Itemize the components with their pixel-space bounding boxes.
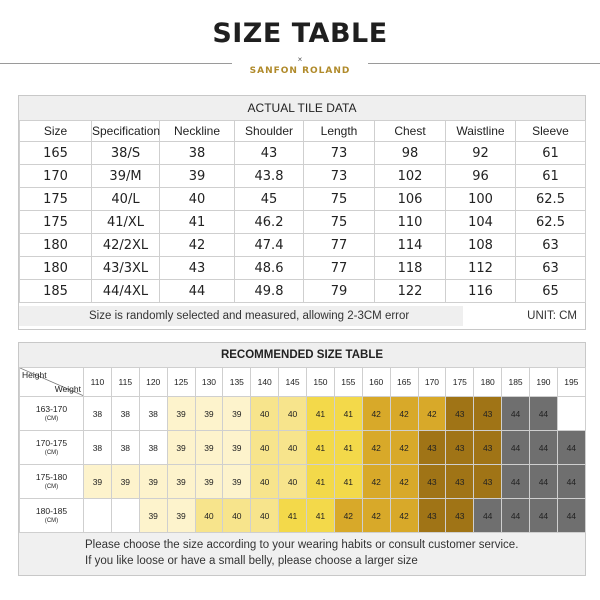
size-cell: 39 <box>195 397 223 431</box>
tile-table-cell: 180 <box>20 257 92 280</box>
tile-table-cell: 112 <box>446 257 516 280</box>
tile-table-cell: 118 <box>375 257 446 280</box>
tile-table-cell: 40/L <box>92 188 160 211</box>
tile-table-cell: 41/XL <box>92 211 160 234</box>
size-cell: 42 <box>362 499 390 533</box>
size-cell: 40 <box>223 499 251 533</box>
size-cell: 44 <box>557 499 585 533</box>
column-header: Length <box>304 121 375 142</box>
tile-table-cell: 79 <box>304 280 375 303</box>
tile-table-cell: 38 <box>160 142 235 165</box>
tile-table-cell: 100 <box>446 188 516 211</box>
column-header: Neckline <box>160 121 235 142</box>
weight-header-cell: 155 <box>334 368 362 397</box>
size-cell: 41 <box>279 499 307 533</box>
tile-table-cell: 61 <box>516 165 586 188</box>
size-cell: 44 <box>530 431 558 465</box>
weight-header-cell: 135 <box>223 368 251 397</box>
tile-table-cell: 75 <box>304 188 375 211</box>
size-table-row <box>20 465 586 499</box>
height-range: 170-175 <box>35 437 68 448</box>
size-cell: 43 <box>474 397 502 431</box>
tile-table-cell: 185 <box>20 280 92 303</box>
size-cell: 41 <box>334 431 362 465</box>
tile-table-grid <box>19 120 586 303</box>
column-header: Specification <box>92 121 160 142</box>
height-range-cell <box>20 499 84 533</box>
tile-table-cell: 62.5 <box>516 188 586 211</box>
tile-table-cell: 43 <box>235 142 304 165</box>
tile-table-cell: 46.2 <box>235 211 304 234</box>
size-table-row <box>20 499 586 533</box>
measurement-note: Size is randomly selected and measured, allowing 2-3CM error <box>19 306 463 326</box>
size-cell: 42 <box>362 397 390 431</box>
tile-table-cell: 108 <box>446 234 516 257</box>
tile-table-footer <box>19 303 585 329</box>
size-cell: 40 <box>251 397 279 431</box>
size-cell: 40 <box>279 431 307 465</box>
size-cell: 43 <box>418 499 446 533</box>
height-range-cell <box>20 465 84 499</box>
size-cell: 39 <box>167 465 195 499</box>
size-cell: 43 <box>446 465 474 499</box>
weight-header-cell: 180 <box>474 368 502 397</box>
tile-table-cell: 102 <box>375 165 446 188</box>
tile-table-cell: 122 <box>375 280 446 303</box>
tile-table-row <box>20 280 586 303</box>
size-cell: 44 <box>502 499 530 533</box>
tile-table-row <box>20 257 586 280</box>
size-cell: 40 <box>279 465 307 499</box>
size-cell: 42 <box>418 397 446 431</box>
size-cell <box>557 397 585 431</box>
tile-table-cell: 39 <box>160 165 235 188</box>
tile-table-cell: 48.6 <box>235 257 304 280</box>
height-weight-corner <box>20 368 84 397</box>
height-range: 163-170 <box>35 403 68 414</box>
tile-table-cell: 106 <box>375 188 446 211</box>
tile-table-cell: 45 <box>235 188 304 211</box>
tile-table-cell: 40 <box>160 188 235 211</box>
size-cell: 39 <box>139 465 167 499</box>
column-header: Shoulder <box>235 121 304 142</box>
weight-header-cell: 160 <box>362 368 390 397</box>
height-label: Height <box>22 370 47 380</box>
height-unit: (CM) <box>44 517 59 524</box>
tile-table-cell: 42/2XL <box>92 234 160 257</box>
size-cell: 42 <box>362 465 390 499</box>
size-cell: 41 <box>307 397 335 431</box>
tile-table-cell: 75 <box>304 211 375 234</box>
size-cell <box>84 499 112 533</box>
size-cell: 44 <box>557 465 585 499</box>
size-cell: 41 <box>307 431 335 465</box>
tile-table-cell: 65 <box>516 280 586 303</box>
size-cell: 44 <box>474 499 502 533</box>
size-table-row <box>20 397 586 431</box>
size-cell: 41 <box>307 499 335 533</box>
size-cell: 39 <box>111 465 139 499</box>
tile-table-cell: 175 <box>20 188 92 211</box>
weight-header-row <box>20 368 586 397</box>
column-header: Sleeve <box>516 121 586 142</box>
size-cell: 44 <box>530 499 558 533</box>
size-cell: 39 <box>223 465 251 499</box>
tile-table-cell: 49.8 <box>235 280 304 303</box>
tile-table-cell: 180 <box>20 234 92 257</box>
size-cell: 42 <box>334 499 362 533</box>
tile-table-cell: 41 <box>160 211 235 234</box>
size-cell: 41 <box>307 465 335 499</box>
height-range: 175-180 <box>35 471 68 482</box>
tile-table-cell: 63 <box>516 257 586 280</box>
size-cell: 39 <box>167 431 195 465</box>
size-cell: 43 <box>418 431 446 465</box>
size-cell: 40 <box>251 431 279 465</box>
tile-table-cell: 44/4XL <box>92 280 160 303</box>
tile-table-cell: 96 <box>446 165 516 188</box>
size-cell: 38 <box>84 397 112 431</box>
weight-header-cell: 175 <box>446 368 474 397</box>
weight-header-cell: 140 <box>251 368 279 397</box>
tile-table-cell: 38/S <box>92 142 160 165</box>
tile-table-cell: 114 <box>375 234 446 257</box>
tile-table-cell: 98 <box>375 142 446 165</box>
unit-label: UNIT: CM <box>527 310 577 322</box>
tile-table-cell: 175 <box>20 211 92 234</box>
weight-header-cell: 130 <box>195 368 223 397</box>
tile-table-cell: 170 <box>20 165 92 188</box>
actual-tile-data-table <box>18 95 586 330</box>
size-cell: 38 <box>84 431 112 465</box>
size-cell: 39 <box>223 431 251 465</box>
advice-line-1: Please choose the size according to your wearing habits or consult customer service. <box>85 539 519 551</box>
tile-table-cell: 62.5 <box>516 211 586 234</box>
size-cell: 44 <box>502 465 530 499</box>
size-cell: 40 <box>195 499 223 533</box>
recommended-size-table <box>18 342 586 576</box>
column-header: Chest <box>375 121 446 142</box>
size-cell: 43 <box>446 397 474 431</box>
size-cell: 39 <box>139 499 167 533</box>
weight-header-cell: 170 <box>418 368 446 397</box>
size-cell: 38 <box>111 431 139 465</box>
size-cell: 43 <box>474 431 502 465</box>
size-table-row <box>20 431 586 465</box>
size-cell: 40 <box>279 397 307 431</box>
size-cell: 43 <box>446 499 474 533</box>
tile-table-cell: 61 <box>516 142 586 165</box>
weight-header-cell: 115 <box>111 368 139 397</box>
size-cell: 42 <box>390 397 418 431</box>
tile-table-header-row <box>20 121 586 142</box>
column-header: Size <box>20 121 92 142</box>
height-range: 180-185 <box>35 505 68 516</box>
size-cell: 38 <box>139 397 167 431</box>
weight-header-cell: 195 <box>557 368 585 397</box>
size-table-title: RECOMMENDED SIZE TABLE <box>19 343 585 367</box>
column-header: Waistline <box>446 121 516 142</box>
height-unit: (CM) <box>44 449 59 456</box>
size-cell: 43 <box>474 465 502 499</box>
weight-label: Weight <box>54 384 81 394</box>
size-cell: 39 <box>195 465 223 499</box>
tile-table-cell: 92 <box>446 142 516 165</box>
tile-table-row <box>20 165 586 188</box>
tile-table-row <box>20 142 586 165</box>
tile-table-cell: 104 <box>446 211 516 234</box>
size-cell: 42 <box>390 499 418 533</box>
tile-table-cell: 63 <box>516 234 586 257</box>
size-cell <box>111 499 139 533</box>
tile-table-row <box>20 211 586 234</box>
tile-table-cell: 73 <box>304 165 375 188</box>
size-cell: 40 <box>251 499 279 533</box>
tile-table-row <box>20 188 586 211</box>
size-cell: 38 <box>111 397 139 431</box>
tile-table-cell: 77 <box>304 257 375 280</box>
size-table-footer <box>19 533 585 575</box>
size-cell: 44 <box>530 397 558 431</box>
advice-line-2: If you like loose or have a small belly, please choose a larger size <box>85 555 418 567</box>
page-title: SIZE TABLE <box>212 18 388 49</box>
size-cell: 38 <box>139 431 167 465</box>
size-cell: 44 <box>557 431 585 465</box>
weight-header-cell: 125 <box>167 368 195 397</box>
weight-header-cell: 185 <box>502 368 530 397</box>
tile-table-cell: 165 <box>20 142 92 165</box>
size-cell: 39 <box>84 465 112 499</box>
tile-table-cell: 73 <box>304 142 375 165</box>
height-range-cell <box>20 397 84 431</box>
tile-table-cell: 43/3XL <box>92 257 160 280</box>
size-cell: 39 <box>195 431 223 465</box>
size-cell: 39 <box>167 397 195 431</box>
weight-header-cell: 145 <box>279 368 307 397</box>
tile-table-cell: 47.4 <box>235 234 304 257</box>
tile-table-cell: 110 <box>375 211 446 234</box>
size-cell: 44 <box>530 465 558 499</box>
weight-header-cell: 150 <box>307 368 335 397</box>
tile-table-cell: 39/M <box>92 165 160 188</box>
size-cell: 44 <box>502 431 530 465</box>
brand-cross: × <box>297 55 303 64</box>
tile-table-cell: 44 <box>160 280 235 303</box>
tile-table-cell: 43.8 <box>235 165 304 188</box>
size-cell: 42 <box>362 431 390 465</box>
size-cell: 44 <box>502 397 530 431</box>
size-cell: 43 <box>446 431 474 465</box>
size-cell: 42 <box>390 465 418 499</box>
size-table-grid <box>19 367 586 533</box>
size-cell: 42 <box>390 431 418 465</box>
height-unit: (CM) <box>44 415 59 422</box>
size-cell: 40 <box>251 465 279 499</box>
brand-name: SANFON ROLAND <box>249 66 351 76</box>
size-cell: 41 <box>334 465 362 499</box>
tile-table-cell: 43 <box>160 257 235 280</box>
tile-table-row <box>20 234 586 257</box>
tile-table-title: ACTUAL TILE DATA <box>19 96 585 120</box>
tile-table-cell: 116 <box>446 280 516 303</box>
tile-table-cell: 42 <box>160 234 235 257</box>
weight-header-cell: 110 <box>84 368 112 397</box>
weight-header-cell: 120 <box>139 368 167 397</box>
size-cell: 43 <box>418 465 446 499</box>
height-range-cell <box>20 431 84 465</box>
weight-header-cell: 165 <box>390 368 418 397</box>
size-cell: 39 <box>223 397 251 431</box>
height-unit: (CM) <box>44 483 59 490</box>
size-cell: 39 <box>167 499 195 533</box>
weight-header-cell: 190 <box>530 368 558 397</box>
size-cell: 41 <box>334 397 362 431</box>
tile-table-cell: 77 <box>304 234 375 257</box>
